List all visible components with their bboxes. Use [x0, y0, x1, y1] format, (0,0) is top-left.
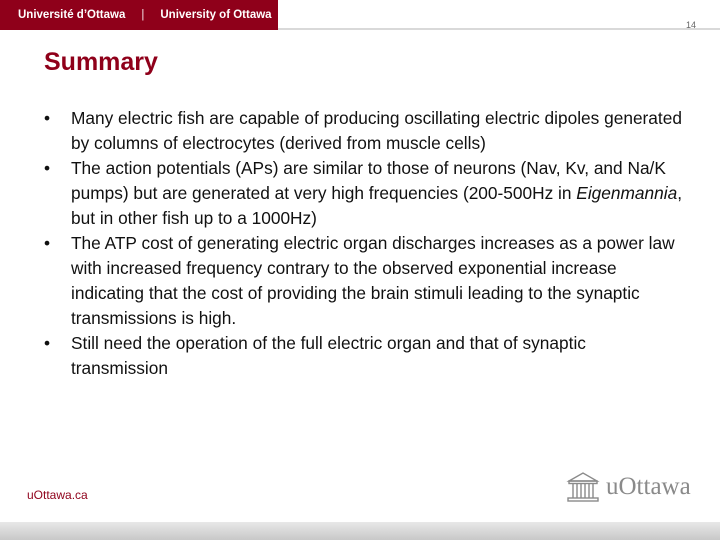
bullet-text: Many electric fish are capable of producing oscillating electric dipoles generated by columns of electrocytes (derived from muscle cells)	[71, 108, 682, 153]
logo-wordmark: uOttawa	[606, 473, 691, 500]
header-divider-line	[278, 28, 720, 30]
bullet-dot: •	[44, 233, 51, 253]
bullet-dot: •	[44, 108, 51, 128]
species-name: Eigenmannia	[576, 183, 678, 203]
bullet-dot: •	[44, 333, 51, 353]
bullet-item	[44, 106, 684, 156]
slide-title: Summary	[44, 48, 158, 76]
university-name-fr: Université d’Ottawa	[18, 9, 126, 21]
bullet-item	[44, 156, 684, 231]
bullet-text: Still need the operation of the full electric organ and that of synaptic transmission	[71, 333, 586, 378]
bottom-band	[0, 522, 720, 540]
bullet-text: The ATP cost of generating electric organ discharges increases as a power law with increased frequency contrary to the observed exponential increase indicating that the cost of providing the brain stimuli leading to the synaptic transmissions is high.	[71, 233, 675, 328]
bullet-text: The action potentials (APs) are similar to those of neurons (Nav, Kv, and Na/K pumps) but are generated at very high frequencies (200-500Hz in	[71, 158, 666, 203]
uottawa-logo	[566, 470, 691, 504]
page-number: 14	[685, 20, 696, 30]
university-header-bar	[0, 0, 278, 30]
bullet-list	[44, 106, 684, 381]
building-columns-icon	[566, 470, 600, 504]
bullet-text-continued: , but in other fish up to a 1000Hz)	[71, 183, 682, 228]
bullet-item	[44, 331, 684, 381]
header-separator: |	[141, 9, 145, 21]
bullet-dot: •	[44, 158, 51, 178]
university-name-en: University of Ottawa	[160, 9, 272, 21]
bullet-item	[44, 231, 684, 331]
footer-website-link[interactable]: uOttawa.ca	[27, 488, 88, 502]
